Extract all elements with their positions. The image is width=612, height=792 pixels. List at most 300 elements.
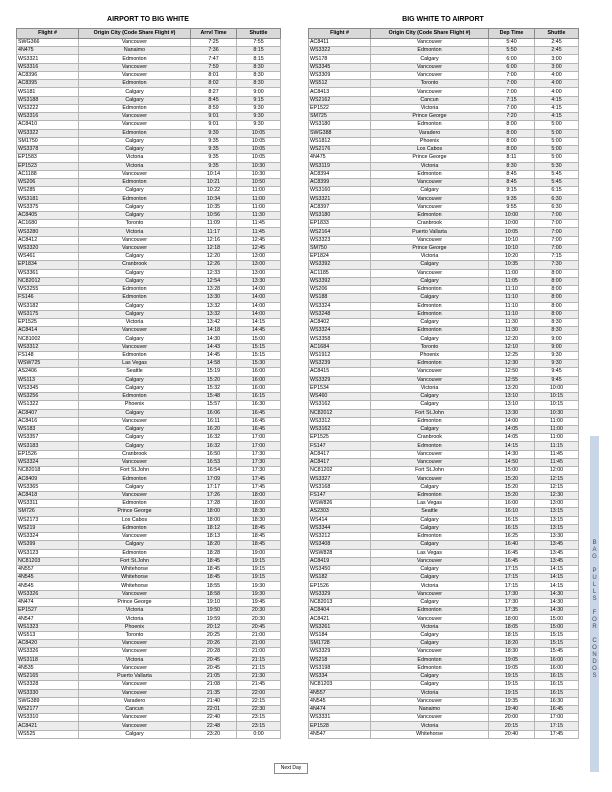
flight-number-cell: AC8417: [309, 450, 371, 458]
flight-number-cell: WS3329: [309, 590, 371, 598]
flight-number-cell: EP1526: [309, 582, 371, 590]
time-cell: 13:30: [489, 409, 535, 417]
table-row: [309, 393, 579, 401]
city-cell: Calgary: [371, 55, 489, 63]
city-cell: Calgary: [79, 730, 191, 738]
flight-number-cell: AC8404: [309, 607, 371, 615]
table-row: [309, 253, 579, 261]
city-cell: Edmonton: [371, 417, 489, 425]
time-cell: 11:10: [489, 286, 535, 294]
shuttle-cell: 8:30: [237, 63, 281, 71]
time-cell: 7:47: [191, 55, 237, 63]
table-row: [309, 458, 579, 466]
table-row: [309, 483, 579, 491]
flight-number-cell: WSW826: [309, 500, 371, 508]
flight-number-cell: 4N557: [309, 689, 371, 697]
city-cell: Vancouver: [79, 343, 191, 351]
shuttle-cell: 4:15: [535, 104, 579, 112]
time-cell: 22:01: [191, 705, 237, 713]
city-cell: Calgary: [371, 294, 489, 302]
time-cell: 16:53: [191, 458, 237, 466]
city-cell: Calgary: [79, 541, 191, 549]
table-row: [17, 590, 281, 598]
table-row: [309, 368, 579, 376]
table-row: [309, 705, 579, 713]
shuttle-cell: 17:45: [237, 483, 281, 491]
table-row: [17, 236, 281, 244]
table-row: [17, 146, 281, 154]
flight-number-cell: WS3361: [17, 269, 79, 277]
flight-number-cell: WS3239: [309, 360, 371, 368]
time-cell: 12:25: [489, 351, 535, 359]
time-cell: 20:45: [191, 656, 237, 664]
city-cell: Prince George: [79, 598, 191, 606]
time-cell: 8:00: [489, 137, 535, 145]
table-row: [17, 228, 281, 236]
city-cell: Fort St.John: [371, 409, 489, 417]
table-row: [309, 96, 579, 104]
table-row: [17, 277, 281, 285]
flight-number-cell: WS3168: [309, 483, 371, 491]
time-cell: 8:59: [191, 104, 237, 112]
time-cell: 14:18: [191, 327, 237, 335]
flight-number-cell: WS3323: [309, 236, 371, 244]
table-row: [309, 187, 579, 195]
table-row: [309, 434, 579, 442]
city-cell: Calgary: [79, 187, 191, 195]
city-cell: Edmonton: [79, 500, 191, 508]
time-cell: 16:10: [489, 508, 535, 516]
flight-number-cell: WS2165: [17, 673, 79, 681]
time-cell: 10:20: [489, 253, 535, 261]
city-cell: Vancouver: [371, 475, 489, 483]
city-cell: Victoria: [79, 607, 191, 615]
time-cell: 18:20: [191, 541, 237, 549]
table-row: [17, 63, 281, 71]
time-cell: 16:06: [191, 409, 237, 417]
city-cell: Edmonton: [371, 121, 489, 129]
shuttle-cell: 2:45: [535, 39, 579, 47]
city-cell: Varadero: [371, 129, 489, 137]
flight-number-cell: WS1812: [309, 137, 371, 145]
city-cell: Vancouver: [79, 590, 191, 598]
shuttle-cell: 5:00: [535, 146, 579, 154]
city-cell: Edmonton: [79, 351, 191, 359]
shuttle-cell: 10:05: [237, 129, 281, 137]
table-row: [17, 664, 281, 672]
table-row: [17, 533, 281, 541]
city-cell: Calgary: [79, 384, 191, 392]
shuttle-cell: 22:15: [237, 697, 281, 705]
time-cell: 12:55: [489, 376, 535, 384]
shuttle-cell: 18:30: [237, 508, 281, 516]
flight-number-cell: WS1323: [17, 623, 79, 631]
time-cell: 19:05: [489, 664, 535, 672]
shuttle-cell: 19:15: [237, 557, 281, 565]
time-cell: 14:50: [489, 458, 535, 466]
time-cell: 8:11: [489, 154, 535, 162]
flight-number-cell: NC82013: [309, 598, 371, 606]
time-cell: 12:30: [489, 360, 535, 368]
table-row: [309, 607, 579, 615]
shuttle-cell: 13:15: [535, 524, 579, 532]
flight-number-cell: EP1527: [17, 607, 79, 615]
flight-number-cell: 4N475: [309, 154, 371, 162]
shuttle-cell: 17:00: [535, 714, 579, 722]
flight-number-cell: AC8396: [17, 71, 79, 79]
shuttle-cell: 19:15: [237, 566, 281, 574]
city-cell: Puerto Vallarta: [79, 673, 191, 681]
shuttle-cell: 9:00: [535, 335, 579, 343]
flight-number-cell: WS206: [309, 286, 371, 294]
shuttle-cell: 19:30: [237, 590, 281, 598]
shuttle-cell: 9:00: [535, 343, 579, 351]
flight-number-cell: WS181: [17, 88, 79, 96]
city-cell: Phoenix: [79, 401, 191, 409]
time-cell: 18:15: [489, 631, 535, 639]
city-cell: Edmonton: [79, 195, 191, 203]
flight-number-cell: WS512: [309, 80, 371, 88]
flight-number-cell: SM750: [309, 244, 371, 252]
shuttle-cell: 11:00: [535, 417, 579, 425]
city-cell: Calgary: [371, 566, 489, 574]
flight-number-cell: WS3261: [309, 623, 371, 631]
time-cell: 9:55: [489, 203, 535, 211]
time-cell: 19:50: [191, 607, 237, 615]
flight-number-cell: WSW828: [309, 549, 371, 557]
right-table-title: BIG WHITE TO AIRPORT: [402, 16, 484, 23]
shuttle-cell: 14:00: [237, 294, 281, 302]
table-row: [309, 220, 579, 228]
flight-number-cell: NC82012: [309, 409, 371, 417]
right-column-header: Flight #: [309, 29, 371, 39]
city-cell: Prince George: [371, 113, 489, 121]
table-row: [309, 574, 579, 582]
table-row: [309, 623, 579, 631]
shuttle-cell: 12:00: [535, 467, 579, 475]
table-row: [309, 590, 579, 598]
shuttle-cell: 17:45: [237, 475, 281, 483]
time-cell: 18:45: [191, 557, 237, 565]
time-cell: 17:17: [191, 483, 237, 491]
shuttle-cell: 22:00: [237, 689, 281, 697]
time-cell: 17:15: [489, 574, 535, 582]
shuttle-cell: 10:00: [535, 384, 579, 392]
shuttle-cell: 14:30: [535, 607, 579, 615]
city-cell: Vancouver: [371, 63, 489, 71]
city-cell: Edmonton: [79, 549, 191, 557]
time-cell: 12:10: [489, 343, 535, 351]
shuttle-cell: 13:30: [535, 533, 579, 541]
time-cell: 13:32: [191, 310, 237, 318]
shuttle-cell: 13:00: [535, 500, 579, 508]
shuttle-cell: 8:00: [535, 310, 579, 318]
city-cell: Seattle: [371, 508, 489, 516]
city-cell: Las Vegas: [79, 360, 191, 368]
time-cell: 11:09: [191, 220, 237, 228]
city-cell: Victoria: [371, 384, 489, 392]
flight-number-cell: WS3198: [309, 664, 371, 672]
table-row: [17, 483, 281, 491]
flight-number-cell: WS1322: [17, 401, 79, 409]
city-cell: Vancouver: [79, 71, 191, 79]
flight-number-cell: SWG389: [17, 697, 79, 705]
time-cell: 17:09: [191, 475, 237, 483]
flight-number-cell: EP1583: [17, 154, 79, 162]
city-cell: Vancouver: [371, 88, 489, 96]
shuttle-cell: 5:00: [535, 154, 579, 162]
flight-number-cell: 4N545: [17, 574, 79, 582]
left-table-title: AIRPORT TO BIG WHITE: [107, 16, 189, 23]
time-cell: 15:57: [191, 401, 237, 409]
table-row: [17, 335, 281, 343]
shuttle-cell: 19:45: [237, 598, 281, 606]
table-row: [17, 360, 281, 368]
shuttle-cell: 18:00: [237, 491, 281, 499]
flight-number-cell: WS3322: [17, 129, 79, 137]
shuttle-cell: 8:00: [535, 302, 579, 310]
flight-number-cell: AC8418: [17, 491, 79, 499]
table-row: [309, 401, 579, 409]
table-row: [309, 80, 579, 88]
shuttle-cell: 21:00: [237, 648, 281, 656]
time-cell: 16:11: [191, 417, 237, 425]
flight-number-cell: WS3162: [309, 401, 371, 409]
shuttle-cell: 9:30: [535, 351, 579, 359]
shuttle-cell: 10:15: [535, 401, 579, 409]
table-row: [17, 253, 281, 261]
time-cell: 7:00: [489, 71, 535, 79]
table-row: [17, 170, 281, 178]
table-row: [309, 137, 579, 145]
table-row: [309, 203, 579, 211]
time-cell: 14:45: [191, 351, 237, 359]
city-cell: Calgary: [371, 318, 489, 326]
time-cell: 16:00: [489, 500, 535, 508]
table-row: [17, 302, 281, 310]
time-cell: 20:25: [191, 631, 237, 639]
city-cell: Vancouver: [79, 170, 191, 178]
right-column-header: Dep Time: [489, 29, 535, 39]
shuttle-cell: 19:30: [237, 582, 281, 590]
table-row: [309, 360, 579, 368]
time-cell: 13:10: [489, 401, 535, 409]
table-row: [17, 294, 281, 302]
time-cell: 20:45: [191, 664, 237, 672]
flight-number-cell: WS3392: [309, 261, 371, 269]
time-cell: 14:43: [191, 343, 237, 351]
flight-number-cell: WS188: [309, 294, 371, 302]
city-cell: Edmonton: [371, 442, 489, 450]
table-row: [309, 170, 579, 178]
shuttle-cell: 12:15: [535, 475, 579, 483]
flight-number-cell: SM1728: [309, 640, 371, 648]
table-row: [17, 434, 281, 442]
shuttle-cell: 14:00: [237, 286, 281, 294]
time-cell: 18:55: [191, 582, 237, 590]
table-row: [17, 442, 281, 450]
flight-number-cell: WS183: [17, 426, 79, 434]
city-cell: Calgary: [79, 253, 191, 261]
flight-number-cell: SM725: [309, 113, 371, 121]
shuttle-cell: 9:15: [237, 96, 281, 104]
shuttle-cell: 16:15: [535, 689, 579, 697]
table-row: [17, 137, 281, 145]
time-cell: 21:08: [191, 681, 237, 689]
table-row: [17, 648, 281, 656]
city-cell: Edmonton: [79, 475, 191, 483]
time-cell: 21:35: [191, 689, 237, 697]
city-cell: Phoenix: [79, 623, 191, 631]
city-cell: Edmonton: [79, 393, 191, 401]
shuttle-cell: 22:30: [237, 705, 281, 713]
flight-number-cell: WS3255: [17, 286, 79, 294]
table-row: [17, 722, 281, 730]
shuttle-cell: 14:45: [237, 327, 281, 335]
city-cell: Victoria: [79, 318, 191, 326]
time-cell: 13:32: [191, 302, 237, 310]
left-column-header: Origin City (Code Share Flight #): [79, 29, 191, 39]
flight-number-cell: WS3329: [309, 376, 371, 384]
city-cell: Vancouver: [79, 417, 191, 425]
table-row: [309, 146, 579, 154]
city-cell: Edmonton: [371, 302, 489, 310]
flight-number-cell: WS3331: [309, 714, 371, 722]
time-cell: 16:45: [489, 557, 535, 565]
time-cell: 10:35: [191, 203, 237, 211]
table-row: [309, 557, 579, 565]
city-cell: Nanaimo: [371, 705, 489, 713]
time-cell: 7:36: [191, 47, 237, 55]
flight-number-cell: WS3324: [309, 327, 371, 335]
table-row: [309, 211, 579, 219]
time-cell: 20:26: [191, 640, 237, 648]
shuttle-cell: 11:00: [535, 434, 579, 442]
table-row: [17, 80, 281, 88]
time-cell: 18:30: [489, 648, 535, 656]
flight-number-cell: AC8407: [17, 409, 79, 417]
table-row: [309, 426, 579, 434]
city-cell: Las Vegas: [371, 500, 489, 508]
time-cell: 21:40: [191, 697, 237, 705]
shuttle-cell: 17:30: [237, 458, 281, 466]
flight-number-cell: WS3316: [17, 63, 79, 71]
table-row: [17, 318, 281, 326]
time-cell: 18:45: [191, 574, 237, 582]
time-cell: 16:32: [191, 442, 237, 450]
shuttle-cell: 14:15: [535, 566, 579, 574]
shuttle-cell: 3:00: [535, 55, 579, 63]
time-cell: 14:15: [489, 442, 535, 450]
right-column-header: Origin City (Code Share Flight #): [371, 29, 489, 39]
table-row: [309, 615, 579, 623]
time-cell: 11:30: [489, 327, 535, 335]
city-cell: Vancouver: [371, 376, 489, 384]
flight-number-cell: AC8411: [309, 39, 371, 47]
city-cell: Calgary: [79, 277, 191, 285]
city-cell: Edmonton: [371, 607, 489, 615]
table-row: [17, 631, 281, 639]
city-cell: Cranbrook: [79, 450, 191, 458]
table-row: [309, 384, 579, 392]
shuttle-cell: 8:30: [237, 80, 281, 88]
shuttle-cell: 5:30: [535, 162, 579, 170]
city-cell: Victoria: [371, 253, 489, 261]
shuttle-cell: 7:30: [535, 261, 579, 269]
flight-number-cell: NC81002: [17, 335, 79, 343]
shuttle-cell: 16:45: [535, 705, 579, 713]
shuttle-cell: 4:15: [535, 113, 579, 121]
time-cell: 16:20: [191, 426, 237, 434]
table-row: [17, 343, 281, 351]
city-cell: Vancouver: [79, 121, 191, 129]
shuttle-cell: 12:45: [237, 244, 281, 252]
flight-number-cell: SWG366: [17, 39, 79, 47]
flight-number-cell: 4N547: [17, 615, 79, 623]
time-cell: 19:05: [489, 656, 535, 664]
city-cell: Vancouver: [371, 195, 489, 203]
table-row: [17, 615, 281, 623]
table-row: [17, 162, 281, 170]
city-cell: Vancouver: [371, 458, 489, 466]
table-row: [309, 541, 579, 549]
time-cell: 17:30: [489, 590, 535, 598]
flight-number-cell: WS3316: [17, 113, 79, 121]
flight-number-cell: WS3248: [309, 310, 371, 318]
table-row: [17, 549, 281, 557]
time-cell: 21:05: [191, 673, 237, 681]
table-row: [17, 327, 281, 335]
city-cell: Calgary: [79, 269, 191, 277]
flight-number-cell: WS3280: [17, 228, 79, 236]
city-cell: Calgary: [371, 483, 489, 491]
city-cell: Edmonton: [371, 47, 489, 55]
city-cell: Vancouver: [79, 664, 191, 672]
city-cell: Edmonton: [79, 129, 191, 137]
flight-number-cell: WS3180: [309, 211, 371, 219]
time-cell: 8:30: [489, 162, 535, 170]
city-cell: Edmonton: [371, 310, 489, 318]
shuttle-cell: 18:30: [237, 516, 281, 524]
time-cell: 7:00: [489, 80, 535, 88]
time-cell: 9:35: [191, 146, 237, 154]
city-cell: Edmonton: [79, 178, 191, 186]
time-cell: 9:15: [489, 187, 535, 195]
city-cell: Edmonton: [371, 286, 489, 294]
table-row: [17, 689, 281, 697]
shuttle-cell: 10:15: [535, 393, 579, 401]
flight-number-cell: WS399: [17, 541, 79, 549]
time-cell: 10:10: [489, 244, 535, 252]
time-cell: 13:28: [191, 286, 237, 294]
shuttle-cell: 13:15: [535, 516, 579, 524]
flight-number-cell: NC81203: [309, 681, 371, 689]
shuttle-cell: 8:15: [237, 47, 281, 55]
time-cell: 15:20: [191, 376, 237, 384]
table-row: [309, 351, 579, 359]
time-cell: 8:02: [191, 80, 237, 88]
shuttle-cell: 20:45: [237, 623, 281, 631]
city-cell: Vancouver: [79, 63, 191, 71]
shuttle-cell: 16:15: [237, 393, 281, 401]
time-cell: 18:00: [191, 508, 237, 516]
shuttle-cell: 9:30: [535, 360, 579, 368]
table-row: [17, 47, 281, 55]
table-row: [309, 327, 579, 335]
time-cell: 15:20: [489, 483, 535, 491]
shuttle-cell: 20:30: [237, 607, 281, 615]
table-row: [309, 442, 579, 450]
